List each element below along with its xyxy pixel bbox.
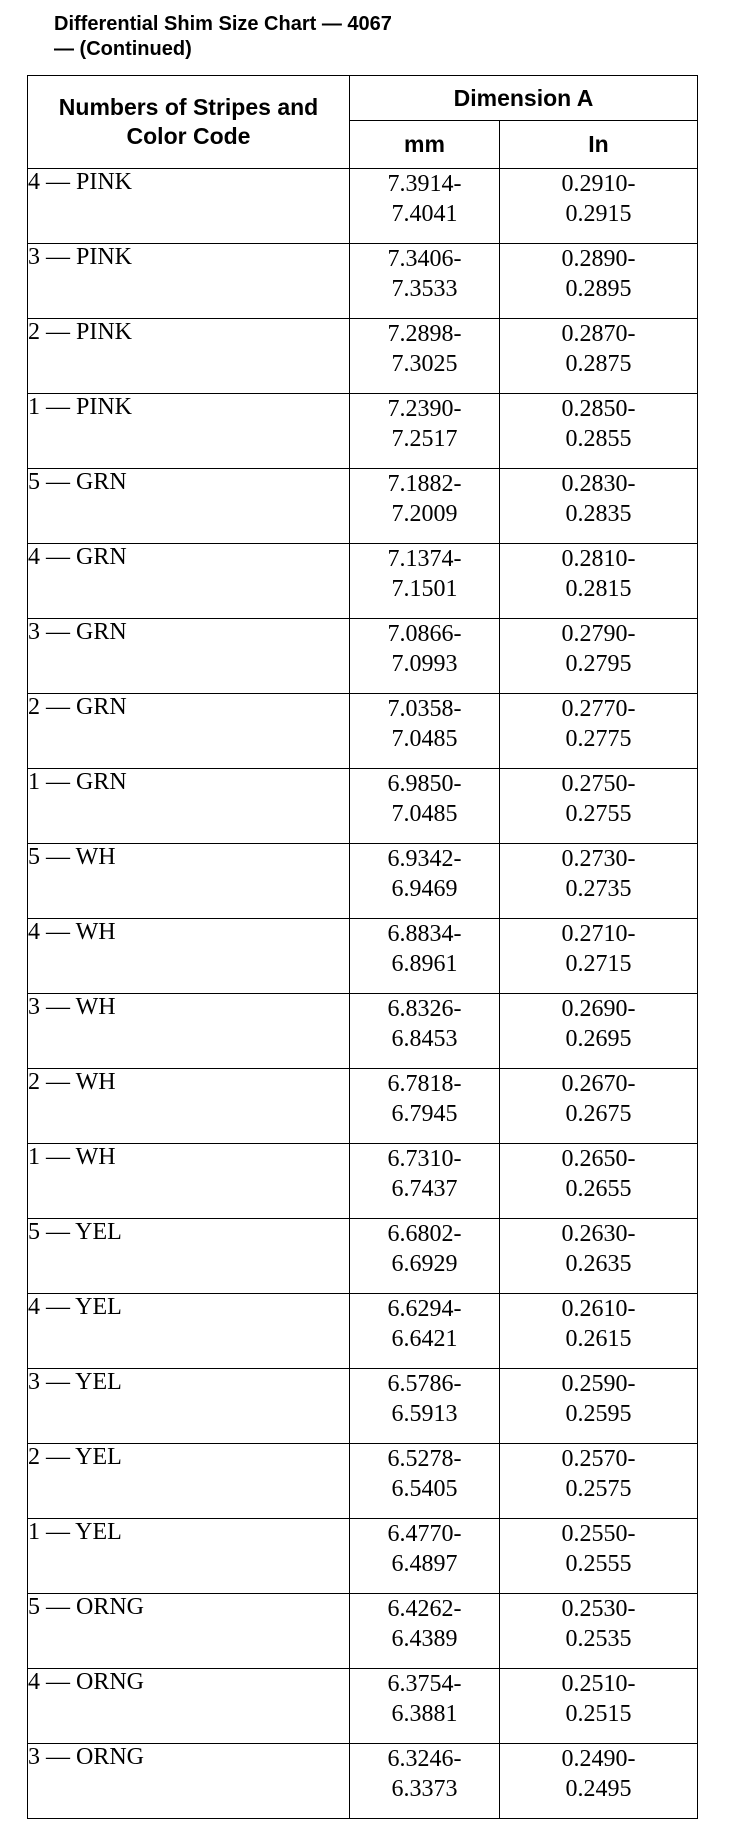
mm-min: 6.7310- [387, 1146, 462, 1172]
mm-max: 6.5405 [391, 1476, 458, 1502]
header-stripes-line1: Numbers of Stripes and [58, 94, 319, 120]
mm-min: 7.1882- [387, 471, 462, 497]
in-max: 0.2655 [565, 1176, 632, 1202]
table-row [28, 1219, 698, 1294]
in-min: 0.2730- [561, 846, 636, 872]
mm-min: 6.3754- [387, 1671, 462, 1697]
dimension-in [500, 1669, 698, 1744]
in-max: 0.2695 [565, 1026, 632, 1052]
in-min: 0.2630- [561, 1221, 636, 1247]
in-max: 0.2735 [565, 876, 632, 902]
in-max: 0.2775 [565, 726, 632, 752]
stripe-color-code: 4 — PINK [28, 169, 350, 244]
in-min: 0.2890- [561, 246, 636, 272]
in-min: 0.2910- [561, 171, 636, 197]
table-row [28, 1369, 698, 1444]
in-min: 0.2490- [561, 1746, 636, 1772]
dimension-mm [350, 319, 500, 394]
mm-max: 7.0993 [391, 651, 458, 677]
dimension-mm [350, 394, 500, 469]
caption-continued: — (Continued) [54, 38, 192, 60]
in-max: 0.2835 [565, 501, 632, 527]
in-max: 0.2675 [565, 1101, 632, 1127]
dimension-in [500, 394, 698, 469]
stripe-color-code: 3 — PINK [28, 244, 350, 319]
stripe-color-code: 5 — GRN [28, 469, 350, 544]
in-max: 0.2715 [565, 951, 632, 977]
mm-min: 6.4770- [387, 1521, 462, 1547]
table-row [28, 1594, 698, 1669]
mm-max: 6.9469 [391, 876, 458, 902]
dimension-in [500, 469, 698, 544]
mm-max: 7.2009 [391, 501, 458, 527]
dimension-in [500, 1369, 698, 1444]
stripe-color-code: 4 — YEL [28, 1294, 350, 1369]
mm-min: 7.0358- [387, 696, 462, 722]
stripe-color-code: 2 — YEL [28, 1444, 350, 1519]
table-row [28, 169, 698, 244]
stripe-color-code: 3 — GRN [28, 619, 350, 694]
in-min: 0.2870- [561, 321, 636, 347]
in-min: 0.2710- [561, 921, 636, 947]
in-min: 0.2750- [561, 771, 636, 797]
mm-min: 7.0866- [387, 621, 462, 647]
mm-min: 7.3406- [387, 246, 462, 272]
dimension-mm [350, 244, 500, 319]
mm-max: 7.2517 [391, 426, 458, 452]
dimension-in [500, 1594, 698, 1669]
mm-max: 6.5913 [391, 1401, 458, 1427]
dimension-mm [350, 1219, 500, 1294]
mm-min: 7.2898- [387, 321, 462, 347]
dimension-in [500, 619, 698, 694]
in-max: 0.2615 [565, 1326, 632, 1352]
table-row [28, 394, 698, 469]
stripe-color-code: 4 — WH [28, 919, 350, 994]
mm-min: 7.2390- [387, 396, 462, 422]
table-body [28, 169, 698, 1819]
dimension-in [500, 694, 698, 769]
in-min: 0.2670- [561, 1071, 636, 1097]
in-max: 0.2875 [565, 351, 632, 377]
dimension-in [500, 1744, 698, 1819]
mm-max: 6.8961 [391, 951, 458, 977]
in-min: 0.2650- [561, 1146, 636, 1172]
dimension-in [500, 169, 698, 244]
mm-max: 6.7437 [391, 1176, 458, 1202]
dimension-in [500, 769, 698, 844]
in-max: 0.2895 [565, 276, 632, 302]
mm-min: 6.3246- [387, 1746, 462, 1772]
stripe-color-code: 3 — YEL [28, 1369, 350, 1444]
in-min: 0.2510- [561, 1671, 636, 1697]
mm-max: 6.8453 [391, 1026, 458, 1052]
header-mm: mm [350, 121, 500, 169]
dimension-in [500, 919, 698, 994]
dimension-in [500, 244, 698, 319]
table-row [28, 1444, 698, 1519]
dimension-in [500, 544, 698, 619]
in-min: 0.2570- [561, 1446, 636, 1472]
in-min: 0.2590- [561, 1371, 636, 1397]
stripe-color-code: 3 — WH [28, 994, 350, 1069]
mm-max: 6.3881 [391, 1701, 458, 1727]
stripe-color-code: 1 — GRN [28, 769, 350, 844]
caption-title: Differential Shim Size Chart — 4067 [54, 13, 392, 35]
mm-max: 7.3025 [391, 351, 458, 377]
dimension-in [500, 1294, 698, 1369]
mm-min: 6.6802- [387, 1221, 462, 1247]
stripe-color-code: 2 — WH [28, 1069, 350, 1144]
dimension-in [500, 319, 698, 394]
dimension-mm [350, 1144, 500, 1219]
stripe-color-code: 2 — GRN [28, 694, 350, 769]
in-max: 0.2795 [565, 651, 632, 677]
mm-min: 6.8834- [387, 921, 462, 947]
stripe-color-code: 2 — PINK [28, 319, 350, 394]
dimension-mm [350, 1594, 500, 1669]
dimension-in [500, 1444, 698, 1519]
mm-max: 7.0485 [391, 726, 458, 752]
table-row [28, 769, 698, 844]
chart-caption [54, 12, 392, 62]
stripe-color-code: 1 — WH [28, 1144, 350, 1219]
mm-min: 7.1374- [387, 546, 462, 572]
mm-max: 7.3533 [391, 276, 458, 302]
dimension-mm [350, 844, 500, 919]
stripe-color-code: 4 — ORNG [28, 1669, 350, 1744]
header-dimension-a: Dimension A [350, 76, 698, 121]
dimension-mm [350, 1294, 500, 1369]
mm-max: 6.4389 [391, 1626, 458, 1652]
dimension-in [500, 844, 698, 919]
mm-min: 6.9850- [387, 771, 462, 797]
mm-min: 6.6294- [387, 1296, 462, 1322]
dimension-mm [350, 169, 500, 244]
mm-max: 6.3373 [391, 1776, 458, 1802]
table-row [28, 619, 698, 694]
in-max: 0.2855 [565, 426, 632, 452]
header-in: In [500, 121, 698, 169]
table-row [28, 469, 698, 544]
in-max: 0.2495 [565, 1776, 632, 1802]
in-max: 0.2635 [565, 1251, 632, 1277]
dimension-mm [350, 1519, 500, 1594]
stripe-color-code: 5 — ORNG [28, 1594, 350, 1669]
table-row [28, 844, 698, 919]
stripe-color-code: 1 — PINK [28, 394, 350, 469]
mm-max: 6.7945 [391, 1101, 458, 1127]
in-min: 0.2830- [561, 471, 636, 497]
table-row [28, 1294, 698, 1369]
mm-min: 6.9342- [387, 846, 462, 872]
mm-max: 6.4897 [391, 1551, 458, 1577]
stripe-color-code: 5 — WH [28, 844, 350, 919]
header-stripes-line2: Color Code [126, 123, 251, 149]
in-max: 0.2575 [565, 1476, 632, 1502]
dimension-mm [350, 694, 500, 769]
shim-size-table [27, 75, 698, 1819]
in-min: 0.2530- [561, 1596, 636, 1622]
table-row [28, 1519, 698, 1594]
table-row [28, 919, 698, 994]
dimension-mm [350, 769, 500, 844]
dimension-mm [350, 544, 500, 619]
dimension-mm [350, 1069, 500, 1144]
in-min: 0.2850- [561, 396, 636, 422]
table-row [28, 1144, 698, 1219]
mm-min: 6.7818- [387, 1071, 462, 1097]
in-min: 0.2790- [561, 621, 636, 647]
dimension-in [500, 1144, 698, 1219]
dimension-mm [350, 1669, 500, 1744]
table-row [28, 994, 698, 1069]
table-header [28, 76, 698, 169]
table-row [28, 1744, 698, 1819]
in-max: 0.2555 [565, 1551, 632, 1577]
in-max: 0.2595 [565, 1401, 632, 1427]
table-row [28, 244, 698, 319]
dimension-mm [350, 1744, 500, 1819]
dimension-in [500, 1519, 698, 1594]
dimension-mm [350, 619, 500, 694]
stripe-color-code: 5 — YEL [28, 1219, 350, 1294]
stripe-color-code: 3 — ORNG [28, 1744, 350, 1819]
mm-max: 7.1501 [391, 576, 458, 602]
in-min: 0.2810- [561, 546, 636, 572]
mm-min: 6.5278- [387, 1446, 462, 1472]
in-max: 0.2535 [565, 1626, 632, 1652]
mm-max: 6.6929 [391, 1251, 458, 1277]
dimension-mm [350, 994, 500, 1069]
table-row [28, 1069, 698, 1144]
mm-min: 7.3914- [387, 171, 462, 197]
dimension-in [500, 1219, 698, 1294]
mm-max: 6.6421 [391, 1326, 458, 1352]
in-min: 0.2550- [561, 1521, 636, 1547]
in-max: 0.2755 [565, 801, 632, 827]
dimension-mm [350, 1369, 500, 1444]
mm-max: 7.4041 [391, 201, 458, 227]
dimension-in [500, 1069, 698, 1144]
in-max: 0.2915 [565, 201, 632, 227]
header-stripes-color-code [28, 76, 350, 169]
table-row [28, 694, 698, 769]
in-min: 0.2610- [561, 1296, 636, 1322]
in-max: 0.2815 [565, 576, 632, 602]
stripe-color-code: 1 — YEL [28, 1519, 350, 1594]
dimension-mm [350, 469, 500, 544]
mm-min: 6.8326- [387, 996, 462, 1022]
mm-min: 6.5786- [387, 1371, 462, 1397]
mm-max: 7.0485 [391, 801, 458, 827]
table-row [28, 544, 698, 619]
dimension-in [500, 994, 698, 1069]
dimension-mm [350, 919, 500, 994]
in-max: 0.2515 [565, 1701, 632, 1727]
table-row [28, 1669, 698, 1744]
in-min: 0.2690- [561, 996, 636, 1022]
table-row [28, 319, 698, 394]
in-min: 0.2770- [561, 696, 636, 722]
stripe-color-code: 4 — GRN [28, 544, 350, 619]
dimension-mm [350, 1444, 500, 1519]
mm-min: 6.4262- [387, 1596, 462, 1622]
